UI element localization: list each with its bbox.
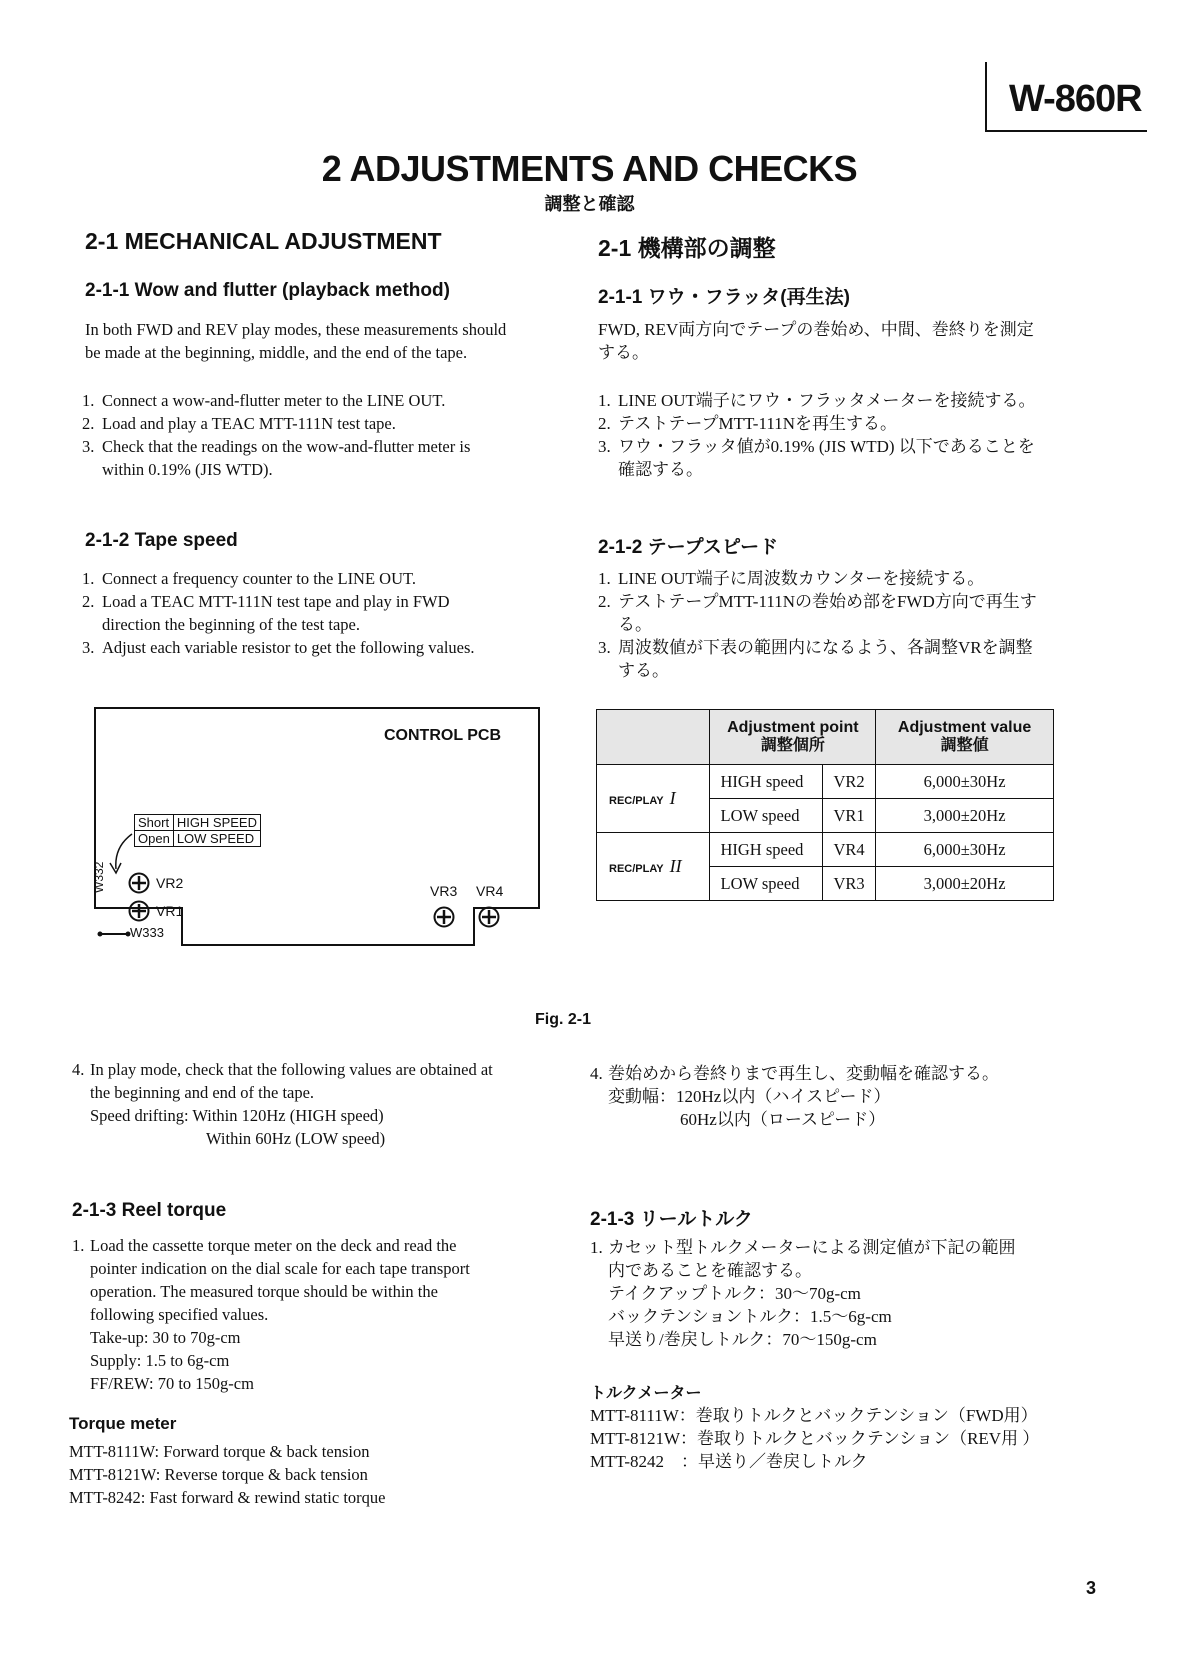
list-item: 3. ワウ・フラッタ値が0.19% (JIS WTD) 以下であることを 確認する。 <box>598 437 1035 479</box>
table-header-value: Adjustment value 調整値 <box>876 710 1054 765</box>
table-row: LOW speed VR1 3,000±20Hz <box>597 799 1054 833</box>
list-item: 3. 周波数値が下表の範囲内になるよう、各調整VRを調整 する。 <box>598 638 1033 680</box>
list-item: 1. LINE OUT端子に周波数カウンターを接続する。 <box>598 569 985 588</box>
page-title-jp: 調整と確認 <box>544 194 635 214</box>
section-2-1-heading: 2-1 MECHANICAL ADJUSTMENT <box>85 228 442 254</box>
section-2-1-1-heading: 2-1-1 Wow and flutter (playback method) <box>85 280 450 301</box>
list-item: 3. Adjust each variable resistor to get the following values. <box>82 638 475 657</box>
list-item: 1. LINE OUT端子にワウ・フラッタメーターを接続する。 <box>598 391 1036 410</box>
section-2-1-2-steps-jp <box>598 567 1078 682</box>
vr4-label: VR4 <box>476 883 504 899</box>
table-header-point: Adjustment point 調整個所 <box>710 710 876 765</box>
model-number: W-860R <box>1009 78 1142 120</box>
section-2-1-1-intro-jp: FWD, REV両方向でテープの巻始め、中間、巻終りを測定 する。 <box>598 320 1034 362</box>
vr4-icon <box>478 906 500 928</box>
list-item: 3. Check that the readings on the wow-and-flutter meter is within 0.19% (JIS WTD). <box>82 437 471 479</box>
section-2-1-2-step-4: 4. In play mode, check that the following values are obtained at the beginning and end of the tape. Speed drifting: Within 120Hz (HIGH speed) Within 60Hz (LOW speed) <box>72 1060 493 1148</box>
mode-cell-1: REC/PLAY I <box>597 765 710 833</box>
page-title: 2 ADJUSTMENTS AND CHECKS <box>321 148 858 189</box>
vr2-label: VR2 <box>156 875 184 891</box>
torque-meter-heading-jp: トルクメーター <box>590 1385 702 1402</box>
table-row: REC/PLAY I HIGH speed VR2 6,000±30Hz <box>597 765 1054 799</box>
pcb-title: CONTROL PCB <box>384 727 502 744</box>
table-corner-cell <box>597 710 710 765</box>
list-item: 2. Load and play a TEAC MTT-111N test tape. <box>82 414 396 433</box>
mode-cell-2: REC/PLAY II <box>597 833 710 901</box>
list-item: 2. Load a TEAC MTT-111N test tape and play in FWD direction the beginning of the test tape. <box>82 592 450 634</box>
section-2-1-2-steps <box>82 567 562 659</box>
section-2-1-2-heading-jp: 2-1-2 テープスピード <box>598 537 779 558</box>
section-2-1-1-heading-jp: 2-1-1 ワウ・フラッタ(再生法) <box>598 287 850 308</box>
section-2-1-2-heading: 2-1-2 Tape speed <box>85 530 238 551</box>
section-2-1-3-heading: 2-1-3 Reel torque <box>72 1200 227 1221</box>
list-item: 1. Connect a frequency counter to the LINE OUT. <box>82 569 416 588</box>
control-pcb-diagram <box>94 707 540 947</box>
vr3-icon <box>433 906 455 928</box>
vr2-icon <box>128 872 150 894</box>
table-row: LOW speed VR3 3,000±20Hz <box>597 867 1054 901</box>
torque-meter-list: MTT-8111W: Forward torque & back tension MTT-8121W: Reverse torque & back tension MTT-8242: Fast forward & rewind static torque <box>69 1442 386 1507</box>
page-number: 3 <box>1086 1578 1097 1598</box>
jumper-table: Short HIGH SPEED Open LOW SPEED <box>134 814 261 847</box>
torque-meter-heading: Torque meter <box>69 1414 177 1433</box>
figure-label: Fig. 2-1 <box>535 1011 592 1028</box>
model-box <box>985 62 1147 132</box>
section-2-1-1-intro: In both FWD and REV play modes, these measurements should be made at the beginning, middle, and the end of the tape. <box>85 320 507 362</box>
section-2-1-3-step: 1. Load the cassette torque meter on the deck and read the pointer indication on the dial scale for each tape transport operation. The measured torque should be within the following specified values. Take-up: 30 to 70g-cm Supply: 1.5 to 6g-cm FF/REW: 70 to 150g-cm <box>72 1236 470 1393</box>
section-2-1-heading-jp: 2-1 機構部の調整 <box>598 235 776 261</box>
list-item: 2. テストテープMTT-111Nの巻始め部をFWD方向で再生す る。 <box>598 592 1037 634</box>
section-2-1-1-steps-jp <box>598 389 1078 481</box>
section-2-1-3-heading-jp: 2-1-3 リールトルク <box>590 1209 753 1230</box>
list-item: 2. テストテープMTT-111Nを再生する。 <box>598 414 897 433</box>
vr1-label: VR1 <box>156 903 184 919</box>
section-2-1-1-steps <box>82 389 562 481</box>
section-2-1-3-step-jp: 1. カセット型トルクメーターによる測定値が下記の範囲 内であることを確認する。 テイクアップトルク：30～70g-cm バックテンショントルク：1.5～6g-cm 早送り/巻戻しトルク：70～150g-cm <box>590 1238 1016 1349</box>
vr1-icon <box>128 900 150 922</box>
w332-label: W332 <box>92 861 106 893</box>
table-row: REC/PLAY II HIGH speed VR4 6,000±30Hz <box>597 833 1054 867</box>
w333-label: W333 <box>130 925 164 940</box>
adjustment-table <box>596 709 1054 901</box>
vr3-label: VR3 <box>430 883 458 899</box>
list-item: 1. Connect a wow-and-flutter meter to the LINE OUT. <box>82 391 446 410</box>
torque-meter-list-jp: MTT-8111W：巻取りトルクとバックテンション（FWD用） MTT-8121W：巻取りトルクとバックテンション（REV用 ） MTT-8242 ：早送り／巻戻しトルク <box>590 1406 1040 1471</box>
section-2-1-2-step-4-jp: 4. 巻始めから巻終りまで再生し、変動幅を確認する。 変動幅：120Hz以内（ハイスピード） 60Hz以内（ロースピード） <box>590 1064 999 1129</box>
